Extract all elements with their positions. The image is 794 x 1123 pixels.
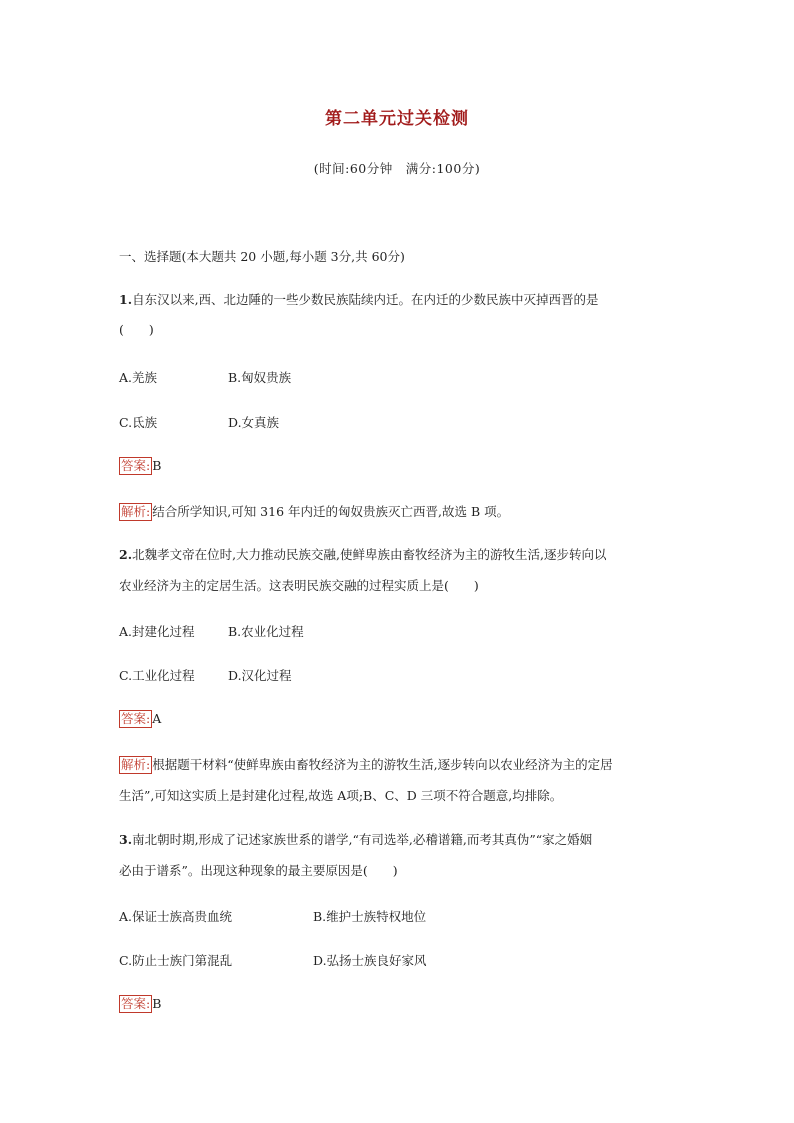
question-1-stem-line1 [119,290,679,310]
answer-value: B [152,996,162,1011]
q2-option-b: B.农业化过程 [228,624,304,639]
q3-option-d: D.弘扬士族良好家风 [313,953,427,968]
q2-answer [119,710,161,728]
question-text: 南北朝时期,形成了记述家族世系的谱学,“有司选举,必稽谱籍,而考其真伪”“家之婚姻 [132,832,593,847]
analysis-text: 根据题干材料“使鲜卑族由畜牧经济为主的游牧生活,逐步转向以农业经济为主的定居 [152,757,613,772]
analysis-text: 结合所学知识,可知 316 年内迁的匈奴贵族灭亡西晋,故选 B 项。 [152,504,510,519]
answer-tag: 答案: [121,711,151,726]
question-3-stem-line1 [119,830,679,850]
q2-analysis-line1 [119,755,613,774]
page-title: 第二单元过关检测 [325,109,469,129]
q1-option-c: C.氐族 [119,415,158,430]
q2-option-d: D.汉化过程 [228,668,292,683]
q2-analysis-line2: 生活”,可知这实质上是封建化过程,故选 A项;B、C、D 三项不符合题意,均排除。 [119,788,563,803]
q1-analysis [119,502,509,521]
question-3-stem-line2: 必由于谱系”。出现这种现象的最主要原因是( ) [119,863,398,878]
q1-option-d: D.女真族 [228,415,280,430]
question-number: 2. [119,547,133,562]
q1-option-a: A.羌族 [119,370,158,385]
question-2-stem-line2: 农业经济为主的定居生活。这表明民族交融的过程实质上是( ) [119,578,479,593]
question-2-stem-line1 [119,545,679,565]
q2-option-c: C.工业化过程 [119,668,195,683]
question-text: 自东汉以来,西、北边陲的一些少数民族陆续内迁。在内迁的少数民族中灭掉西晋的是 [132,292,599,307]
q3-option-b: B.维护士族特权地位 [313,909,427,924]
analysis-tag: 解析: [121,504,151,519]
question-number: 3. [119,832,133,847]
section-heading: 一、选择题(本大题共 20 小题,每小题 3分,共 60分) [119,249,405,264]
q3-answer [119,995,161,1013]
q2-option-a: A.封建化过程 [119,624,195,639]
answer-value: B [152,458,162,473]
answer-tag: 答案: [121,996,151,1011]
analysis-tag: 解析: [121,757,151,772]
q1-option-b: B.匈奴贵族 [228,370,292,385]
question-1-stem-line2: ( ) [119,322,154,337]
answer-value: A [152,711,162,726]
question-number: 1. [119,292,133,307]
answer-tag: 答案: [121,458,151,473]
q1-answer [119,457,161,475]
question-text: 北魏孝文帝在位时,大力推动民族交融,使鲜卑族由畜牧经济为主的游牧生活,逐步转向以 [132,547,607,562]
q3-option-a: A.保证士族高贵血统 [119,909,233,924]
exam-info: (时间:60分钟 满分:100分) [313,161,481,176]
q3-option-c: C.防止士族门第混乱 [119,953,233,968]
